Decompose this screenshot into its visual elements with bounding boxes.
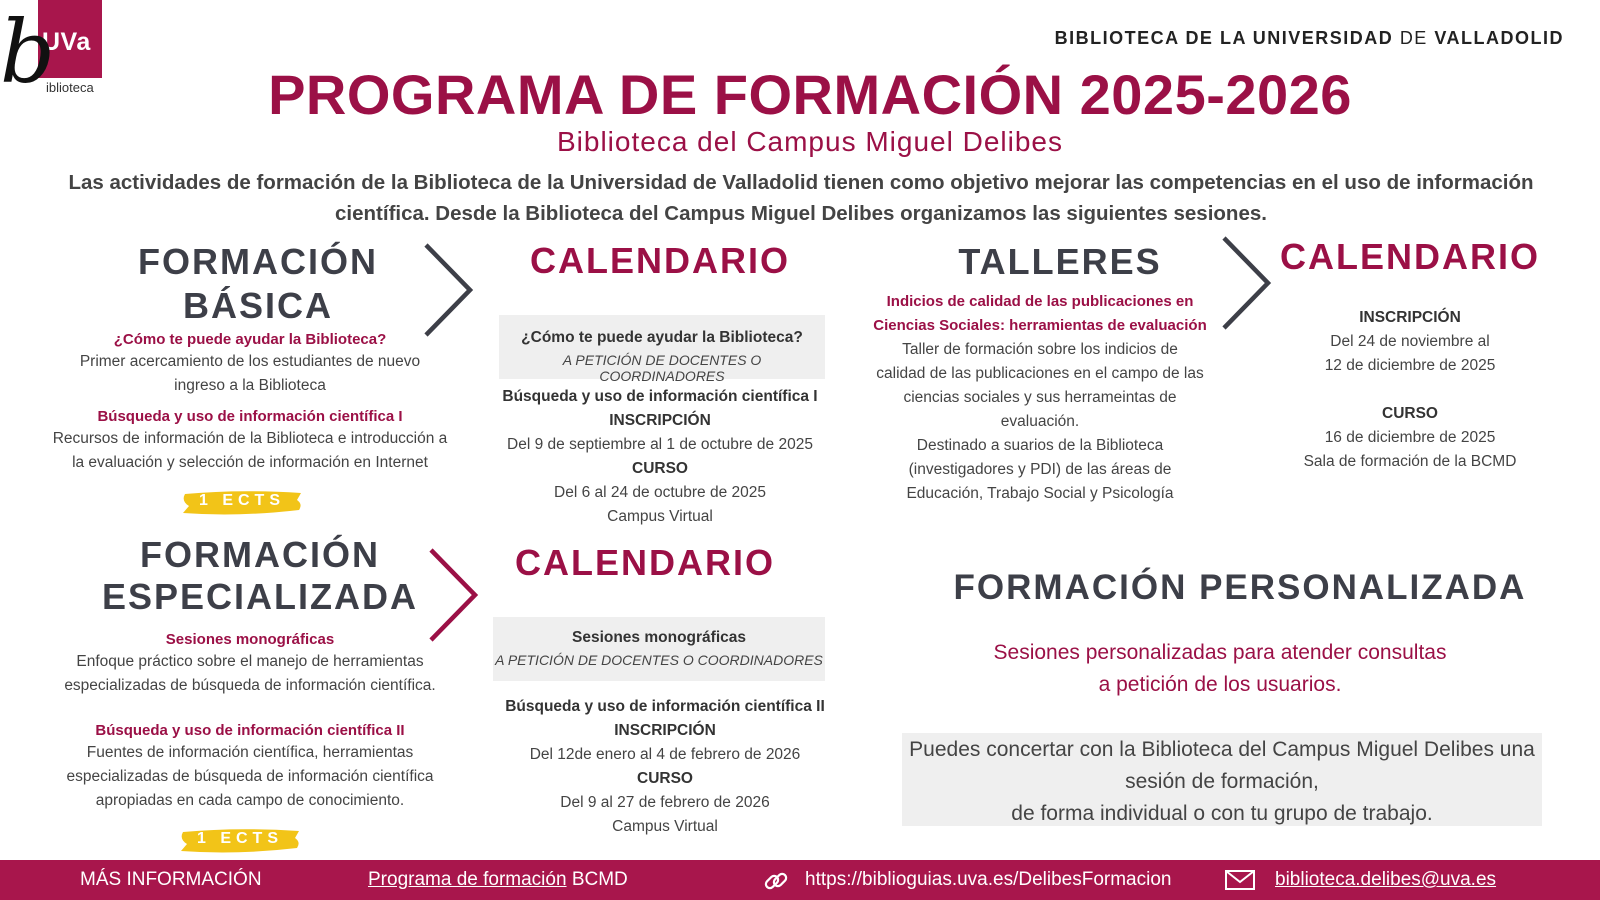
logo-subtext: iblioteca (46, 80, 94, 95)
link-icon (762, 867, 790, 895)
institution-part-2: DE (1399, 28, 1428, 48)
basica-content (30, 331, 470, 475)
program-link-text[interactable]: Programa de formación (368, 869, 567, 890)
cal1-curso-label: CURSO (632, 460, 688, 477)
basica-item2-title: Búsqueda y uso de información científica I (97, 408, 403, 425)
cal2-curso-label: CURSO (1382, 405, 1438, 422)
cal2-place: Sala de formación de la BCMD (1303, 453, 1517, 470)
chevron-right-icon (420, 240, 480, 340)
talleres-title-line-2: Ciencias Sociales: herramientas de evaluación (873, 317, 1207, 334)
cal3-course: Búsqueda y uso de información científica II (505, 698, 825, 715)
more-info-label: MÁS INFORMACIÓN (80, 869, 262, 890)
talleres-line-4: evaluación. (1000, 413, 1080, 430)
cal3-box-title: Sesiones monográficas (571, 629, 746, 646)
cal2-insc-line-1: Del 24 de noviembre al (1330, 333, 1490, 350)
institution-name (1055, 28, 1564, 49)
cal3-place: Campus Virtual (612, 818, 718, 835)
cal1-insc-label: INSCRIPCIÓN (609, 412, 711, 429)
intro-line-2: científica. Desde la Biblioteca del Campus Miguel Delibes organizamos las siguientes sesiones. (335, 202, 1267, 225)
personalizada-line-1: Sesiones personalizadas para atender consultas (993, 641, 1447, 664)
intro-line-1: Las actividades de formación de la Biblioteca de la Universidad de Valladolid tienen como objetivo mejorar las competencias en el uso de información (68, 171, 1534, 194)
basica-item1-title: ¿Cómo te puede ayudar la Biblioteca? (113, 331, 387, 348)
especializada-heading-line-1: FORMACIÓN (140, 534, 380, 575)
program-link[interactable] (368, 869, 628, 891)
cal2-insc-line-2: 12 de diciembre de 2025 (1324, 357, 1496, 374)
talleres-line-3: ciencias sociales y sus herrameintas de (903, 389, 1177, 406)
page-title: PROGRAMA DE FORMACIÓN 2025-2026 (268, 63, 1352, 126)
cal1-course: Búsqueda y uso de información científica I (502, 388, 818, 405)
basica-item2-line-1: Recursos de información de la Biblioteca e introducción a (52, 430, 448, 447)
especializada-item2-line-3: apropiadas en cada campo de conocimiento. (95, 792, 405, 809)
especializada-item1-title: Sesiones monográficas (165, 631, 335, 648)
cal1-curso-dates: Del 6 al 24 de octubre de 2025 (554, 484, 766, 501)
envelope-icon (1225, 870, 1255, 890)
talleres-line-7: Educación, Trabajo Social y Psicología (906, 485, 1174, 502)
basica-item1-line-1: Primer acercamiento de los estudiantes de nuevo (79, 353, 421, 370)
cal3-curso-dates: Del 9 al 27 de febrero de 2026 (560, 794, 770, 811)
cal3-request-content (489, 629, 829, 668)
logo-badge-text: UVa (42, 28, 91, 56)
especializada-content (30, 631, 470, 813)
ects-badge-especializada (177, 826, 303, 856)
footer-bar (0, 860, 1600, 900)
talleres-title-line-1: Indicios de calidad de las publicaciones en (886, 293, 1194, 310)
basica-item2-line-2: la evaluación y selección de información en Internet (72, 454, 428, 471)
personalizada-box-line-2: sesión de formación, (1125, 770, 1319, 793)
basica-heading (108, 240, 408, 328)
personalizada-box-line-1: Puedes concertar con la Biblioteca del Campus Miguel Delibes una (909, 738, 1535, 761)
program-link-suffix: BCMD (571, 869, 628, 890)
cal2-insc-label: INSCRIPCIÓN (1359, 309, 1461, 326)
cal3-schedule (480, 695, 850, 839)
cal2-schedule (1260, 306, 1560, 474)
cal1-box-sub: A PETICIÓN DE DOCENTES O COORDINADORES (562, 352, 762, 384)
cal3-insc-dates: Del 12de enero al 4 de febrero de 2026 (529, 746, 801, 763)
cal2-curso-date: 16 de diciembre de 2025 (1324, 429, 1496, 446)
page-subtitle: Biblioteca del Campus Miguel Delibes (556, 126, 1063, 157)
talleres-line-2: calidad de las publicaciones en el campo de las (876, 365, 1204, 382)
cal1-box-title: ¿Cómo te puede ayudar la Biblioteca? (521, 329, 803, 346)
logo-b-mark: b (0, 3, 56, 103)
especializada-item1-line-1: Enfoque práctico sobre el manejo de herramientas (76, 653, 424, 670)
personalizada-heading: FORMACIÓN PERSONALIZADA (953, 568, 1527, 607)
basica-heading-line-1: FORMACIÓN (138, 241, 378, 282)
cal1-schedule (480, 385, 840, 529)
talleres-line-6: (investigadores y PDI) de las áreas de (908, 461, 1172, 478)
ects-label-especializada: 1 ECTS (196, 830, 283, 847)
especializada-heading-line-2: ESPECIALIZADA (101, 576, 419, 617)
talleres-line-1: Taller de formación sobre los indicios de (902, 341, 1178, 358)
talleres-line-5: Destinado a suarios de la Biblioteca (916, 437, 1164, 454)
cal1-insc-dates: Del 9 de septiembre al 1 de octubre de 2025 (507, 436, 813, 453)
ects-label-basica: 1 ECTS (198, 492, 285, 509)
talleres-heading: TALLERES (958, 241, 1162, 282)
personalizada-box-text (902, 734, 1542, 830)
cal1-request-content (499, 329, 825, 384)
talleres-content (860, 290, 1220, 506)
cal3-curso-label: CURSO (637, 770, 693, 787)
basica-heading-line-2: BÁSICA (182, 285, 333, 326)
especializada-item1-line-2: especializadas de búsqueda de información científica. (64, 677, 436, 694)
cal1-heading: CALENDARIO (530, 240, 790, 281)
email-link[interactable]: biblioteca.delibes@uva.es (1275, 869, 1497, 890)
cal1-place: Campus Virtual (607, 508, 713, 525)
especializada-item2-title: Búsqueda y uso de información científica II (95, 722, 405, 739)
guide-url-link[interactable]: https://biblioguias.uva.es/DelibesFormacion (805, 869, 1172, 890)
ects-badge-basica (179, 488, 305, 518)
cal3-heading: CALENDARIO (515, 542, 775, 583)
chevron-right-icon (425, 545, 485, 645)
especializada-heading (90, 534, 430, 618)
especializada-item2-line-1: Fuentes de información científica, herramientas (86, 744, 414, 761)
personalizada-line-2: a petición de los usuarios. (1098, 673, 1342, 696)
cal3-insc-label: INSCRIPCIÓN (614, 722, 716, 739)
institution-part-3: VALLADOLID (1434, 28, 1564, 48)
intro-text (36, 167, 1566, 229)
especializada-item2-line-2: especializadas de búsqueda de información científica (66, 768, 434, 785)
institution-part-1: BIBLIOTECA DE LA UNIVERSIDAD (1054, 28, 1394, 48)
personalizada-text (920, 637, 1520, 701)
cal3-box-sub: A PETICIÓN DE DOCENTES O COORDINADORES (495, 652, 823, 668)
personalizada-box-line-3: de forma individual o con tu grupo de trabajo. (1011, 802, 1433, 825)
cal2-heading: CALENDARIO (1280, 236, 1540, 277)
basica-item1-line-2: ingreso a la Biblioteca (174, 377, 326, 394)
